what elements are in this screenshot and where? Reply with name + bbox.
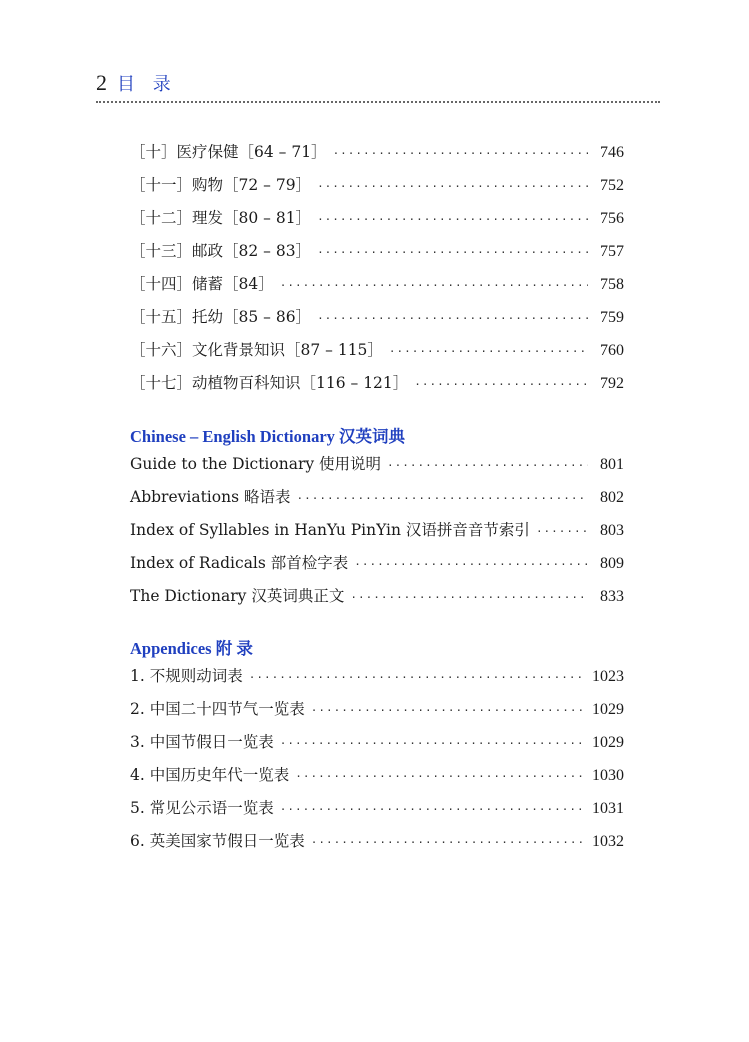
toc-leader-dots [317,180,588,193]
toc-leader-dots [317,213,588,226]
section-heading-appendices[interactable]: Appendices 附 录 [130,639,253,658]
header-divider [96,101,660,103]
toc-entry-label: 4. 中国历史年代一览表 [130,766,290,784]
toc-dictionary-section [130,418,624,617]
toc-leader-dots [354,558,588,571]
toc-entry-page: 802 [600,489,624,506]
toc-entry-page: 759 [600,309,624,326]
toc-entry-label: ［十三］邮政［82 – 83］ [130,242,312,260]
page-header [96,70,660,100]
toc-leader-dots [389,345,588,358]
toc-entry[interactable] [130,584,624,617]
toc-leader-dots [280,279,588,292]
toc-entry[interactable] [130,829,624,862]
toc-entry[interactable] [130,551,624,584]
toc-entry-page: 1029 [592,701,624,718]
toc-leader-dots [350,591,588,604]
toc-entry-page: 1023 [592,668,624,685]
toc-entry-label: ［十四］储蓄［84］ [130,275,274,293]
toc-entry-page: 833 [600,588,624,605]
toc-entry-page: 757 [600,243,624,260]
toc-entry-page: 752 [600,177,624,194]
toc-entry-label: ［十二］理发［80 – 81］ [130,209,312,227]
toc-entry-label: ［十］医疗保健［64 – 71］ [130,143,327,161]
toc-entry-label: Index of Syllables in HanYu PinYin 汉语拼音音节索引 [130,521,530,539]
toc-entry-page: 756 [600,210,624,227]
toc-entry-page: 760 [600,342,624,359]
toc-entry[interactable] [130,796,624,829]
toc-entry-page: 1029 [592,734,624,751]
toc-entry-label: 1. 不规则动词表 [130,667,243,685]
toc-entry[interactable] [130,485,624,518]
toc-entry-label: ［十六］文化背景知识［87 – 115］ [130,341,383,359]
toc-entry-label: Guide to the Dictionary 使用说明 [130,455,382,473]
toc-leader-dots [333,147,588,160]
toc-entry-label: ［十五］托幼［85 – 86］ [130,308,312,326]
toc-entry[interactable] [130,338,624,371]
toc-entry[interactable] [130,664,624,697]
toc-entry[interactable] [130,730,624,763]
section-heading-dictionary[interactable]: Chinese – English Dictionary 汉英词典 [130,427,406,446]
toc-appendices-section [130,630,624,862]
toc-entry-label: ［十一］购物［72 – 79］ [130,176,312,194]
toc-leader-dots [317,246,588,259]
toc-entry[interactable] [130,518,624,551]
toc-leader-dots [536,525,588,538]
toc-entry-page: 801 [600,456,624,473]
toc-entry-page: 758 [600,276,624,293]
toc-entry-label: Abbreviations 略语表 [130,488,291,506]
toc-leader-dots [280,803,586,816]
toc-leader-dots [280,737,586,750]
toc-entry[interactable] [130,140,624,173]
toc-entry-label: 6. 英美国家节假日一览表 [130,832,305,850]
toc-entry-page: 809 [600,555,624,572]
toc-entry-label: ［十七］动植物百科知识［116 – 121］ [130,374,409,392]
toc-part1-list [130,140,624,404]
toc-entry-label: Index of Radicals 部首检字表 [130,554,349,572]
toc-entry-page: 1032 [592,833,624,850]
toc-entry-page: 803 [600,522,624,539]
toc-entry-page: 1030 [592,767,624,784]
toc-entry-label: 3. 中国节假日一览表 [130,733,274,751]
toc-entry[interactable] [130,173,624,206]
toc-leader-dots [311,704,586,717]
header-title: 目 录 [117,74,177,95]
toc-entry[interactable] [130,305,624,338]
page-number: 2 [96,70,107,95]
toc-leader-dots [414,378,588,391]
toc-entry[interactable] [130,763,624,796]
toc-entry-page: 792 [600,375,624,392]
toc-entry-page: 1031 [592,800,624,817]
toc-entry[interactable] [130,452,624,485]
toc-leader-dots [295,770,586,783]
toc-entry-label: 5. 常见公示语一览表 [130,799,274,817]
toc-leader-dots [387,459,588,472]
toc-entry[interactable] [130,371,624,404]
toc-entry[interactable] [130,239,624,272]
toc-entry[interactable] [130,272,624,305]
toc-entry-page: 746 [600,144,624,161]
toc-entry[interactable] [130,697,624,730]
toc-entry[interactable] [130,206,624,239]
toc-entry-label: The Dictionary 汉英词典正文 [130,587,345,605]
toc-leader-dots [249,671,586,684]
toc-leader-dots [311,836,586,849]
toc-leader-dots [317,312,588,325]
toc-entry-label: 2. 中国二十四节气一览表 [130,700,305,718]
toc-leader-dots [296,492,588,505]
